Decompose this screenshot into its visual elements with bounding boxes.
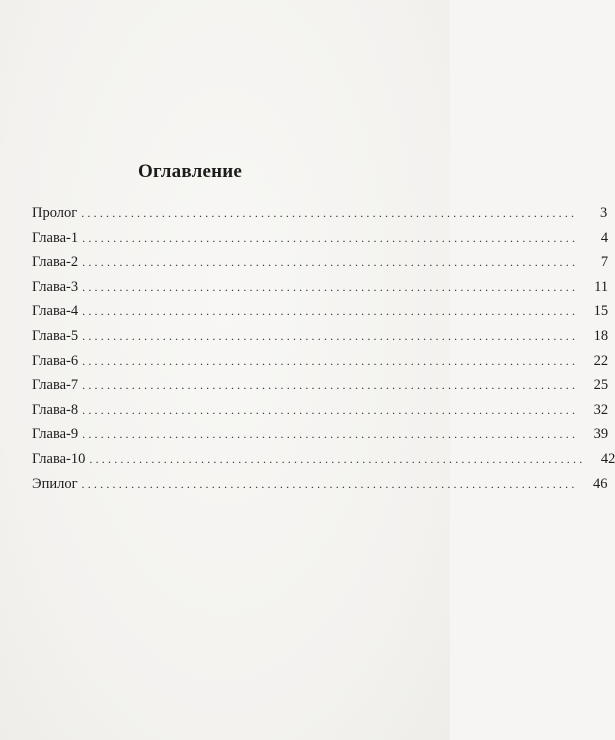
toc-entry	[32, 324, 609, 349]
toc-entry-label: Глава-1	[32, 229, 79, 246]
toc-entry-label: Эпилог	[32, 475, 78, 492]
toc-entry-page: 3	[599, 205, 608, 221]
dot-leader: ................................................................................	[82, 304, 579, 319]
toc-title: Оглавление	[137, 161, 243, 182]
toc-entry-page: 25	[593, 377, 609, 394]
toc-entry-page: 4	[600, 229, 609, 246]
toc-entry-label: Глава-9	[32, 426, 79, 443]
dot-leader: ................................................................................	[82, 353, 579, 368]
toc-entry	[32, 373, 609, 398]
toc-entry-page: 18	[593, 327, 609, 344]
dot-leader: ................................................................................	[82, 255, 579, 270]
dot-leader: ................................................................................	[82, 378, 579, 393]
toc-entry	[32, 250, 609, 275]
toc-entry-label: Глава-4	[32, 303, 79, 320]
toc-entry	[32, 447, 615, 472]
toc-entry-label: Глава-8	[32, 401, 79, 418]
toc-entry-label: Глава-6	[32, 352, 79, 369]
toc-entry	[32, 398, 609, 423]
dot-leader: ................................................................................	[81, 206, 578, 220]
dot-leader: ................................................................................	[82, 402, 579, 417]
toc-entry-label: Глава-5	[32, 327, 79, 344]
toc-entry-label: Глава-2	[32, 254, 79, 271]
dot-leader: ................................................................................	[81, 476, 578, 491]
toc-entry	[32, 201, 608, 226]
toc-entry-page: 22	[593, 352, 609, 369]
toc-entry-page: 32	[593, 401, 609, 418]
toc-entry	[32, 299, 609, 324]
toc-entry	[32, 275, 609, 300]
toc-list	[32, 201, 615, 496]
toc-entry-label: Глава-7	[32, 377, 79, 394]
toc-entry-label: Пролог	[32, 205, 78, 221]
dot-leader: ................................................................................	[82, 427, 579, 442]
toc-entry-label: Глава-3	[32, 278, 79, 295]
dot-leader: ................................................................................	[82, 230, 579, 245]
toc-entry-label: Глава-10	[32, 450, 86, 467]
toc-entry-page: 15	[593, 303, 609, 320]
dot-leader: ................................................................................	[82, 328, 579, 343]
toc-entry-page: 46	[593, 475, 608, 492]
toc-entry	[32, 472, 608, 497]
toc-entry-page: 39	[593, 426, 609, 443]
toc-entry	[32, 349, 609, 374]
toc-entry-page: 7	[600, 254, 609, 271]
dot-leader: ................................................................................	[82, 279, 579, 294]
toc-entry-page: 11	[594, 278, 609, 295]
toc-entry	[32, 422, 609, 447]
toc-entry	[32, 226, 609, 251]
toc-entry-page: 42	[600, 450, 615, 467]
dot-leader: ................................................................................	[89, 451, 586, 466]
